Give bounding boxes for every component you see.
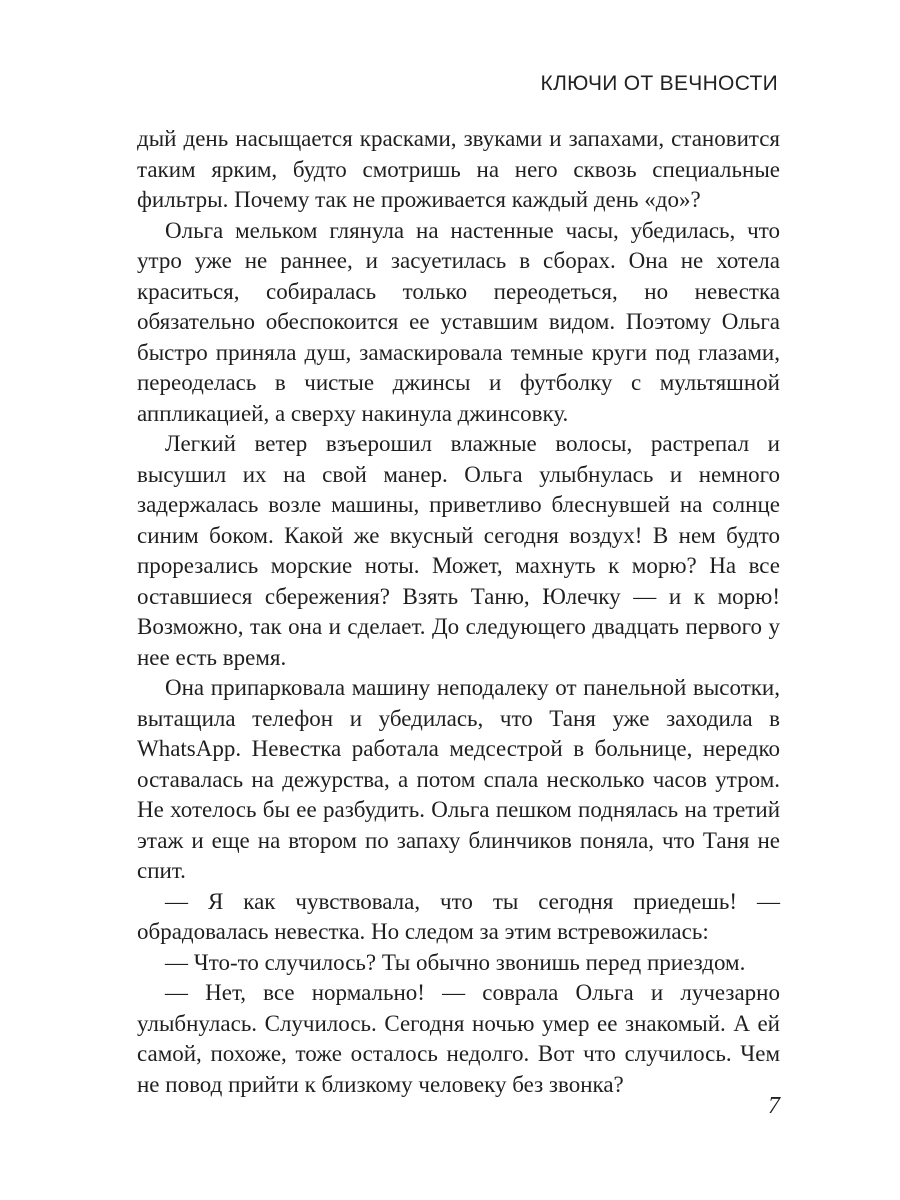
- dialogue-paragraph: — Я как чувствовала, что ты сегодня приедешь! — обрадовалась невестка. Но следом за этим встревожилась:: [137, 888, 780, 944]
- page-number: 7: [768, 1093, 780, 1119]
- running-title: КЛЮЧИ ОТ ВЕЧНОСТИ: [540, 72, 778, 95]
- dialogue-paragraph: — Нет, все нормально! — соврала Ольга и лучезарно улыбнулась. Случилось. Сегодня ночью умер ее знакомый. А ей самой, похоже, тоже осталось недолго. Вот что случилось. Чем не повод прийти к близкому человеку без звонка?: [137, 980, 780, 1097]
- paragraph: Ольга мельком глянула на настенные часы, убедилась, что утро уже не раннее, и засуетилась в сборах. Она не хотела краситься, собиралась только переодеться, но невестка обязательно обеспокоится ее уставшим видом. Поэтому Ольга быстро приняла душ, замаскировала темные круги под глазами, переоделась в чистые джинсы и футболку с мультяшной аппликацией, а сверху накинула джинсовку.: [137, 217, 780, 426]
- paragraph: Легкий ветер взъерошил влажные волосы, растрепал и высушил их на свой манер. Ольга улыбнулась и немного задержалась возле машины, приветливо блеснувшей на солнце синим боком. Какой же вкусный сегодня воздух! В нем будто прорезались морские ноты. Может, махнуть к морю? На все оставшиеся сбережения? Взять Таню, Юлечку — и к морю! Возможно, так она и сделает. До следующего двадцать первого у нее есть время.: [137, 431, 780, 670]
- dialogue-paragraph: — Что-то случилось? Ты обычно звонишь перед приездом.: [165, 949, 746, 975]
- paragraph: Она припарковала машину неподалеку от панельной высотки, вытащила телефон и убедилась, что Таня уже заходила в WhatsApp. Невестка работала медсестрой в больнице, нередко оставалась на дежурства, а потом спала несколько часов утром. Не хотелось бы ее разбудить. Ольга пешком поднялась на третий этаж и еще на втором по запаху блинчиков поняла, что Таня не спит.: [137, 675, 780, 883]
- page-body: [137, 124, 780, 1100]
- paragraph: дый день насыщается красками, звуками и запахами, становится таким ярким, будто смотришь на него сквозь специальные фильтры. Почему так не проживается каждый день «до»?: [137, 126, 780, 212]
